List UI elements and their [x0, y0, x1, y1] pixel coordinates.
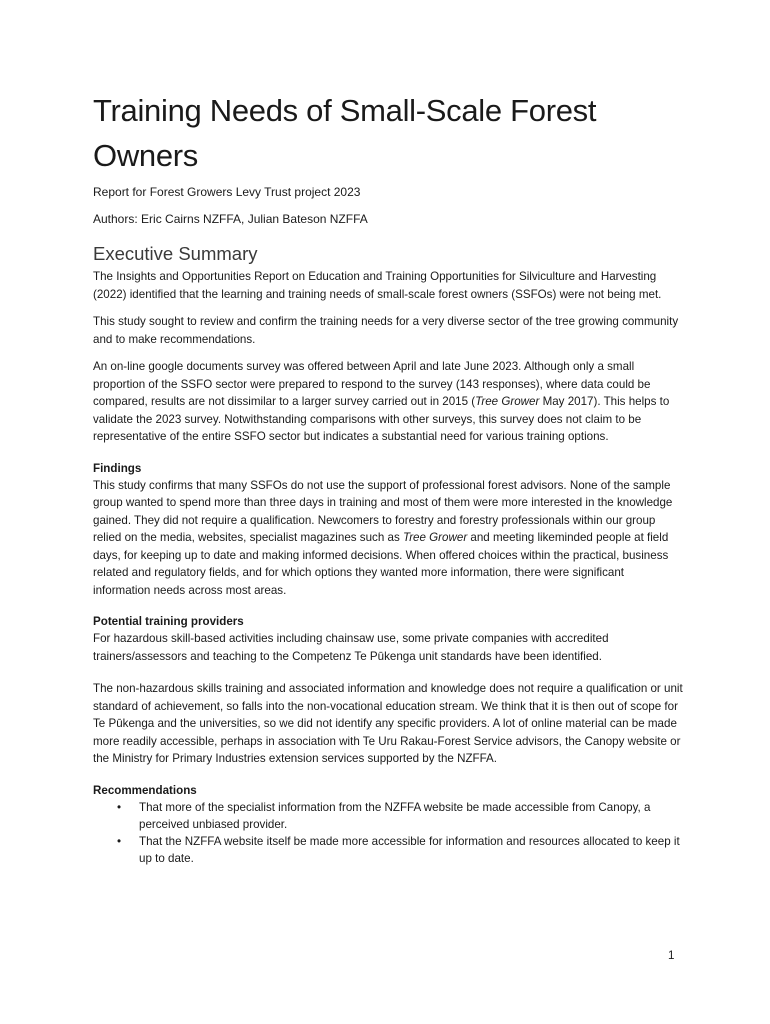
recommendations-list: [93, 799, 683, 867]
executive-summary-paragraph-1: The Insights and Opportunities Report on Education and Training Opportunities for Silviculture and Harvesting (2022) identified that the learning and training needs of small-scale forest owners (SSFOs) were not being met.: [93, 270, 662, 301]
recommendations-heading: Recommendations: [93, 783, 197, 797]
executive-summary-paragraph-2: This study sought to review and confirm the training needs for a very diverse sector of the tree growing community and to make recommendations.: [93, 315, 679, 346]
page-content: [93, 88, 683, 867]
recommendation-item: [117, 799, 683, 833]
recommendation-text: That the NZFFA website itself be made more accessible for information and resources allocated to keep it up to date.: [139, 834, 680, 865]
findings-paragraph: [93, 477, 683, 600]
tree-grower-reference: Tree Grower: [475, 395, 540, 408]
findings-text-end: and meeting likeminded people at field days, for keeping up to date and making informed decisions. When offered choices within the practical, business related and regulatory fields, and for which options they wanted more information, there were significant information needs across most areas.: [93, 531, 669, 597]
paragraph-3-text-end: May 2017). This helps to validate the 2023 survey. Notwithstanding comparisons with other surveys, this survey does not claim to be representative of the entire SSFO sector but indicates a substantial need for various training options.: [93, 395, 670, 443]
providers-paragraph-1: For hazardous skill-based activities including chainsaw use, some private companies with accredited trainers/assessors and teaching to the Competenz Te Pūkenga unit standards have been identified.: [93, 632, 609, 663]
findings-heading: Findings: [93, 461, 142, 475]
bullet-icon: •: [117, 834, 122, 848]
bullet-icon: •: [117, 800, 122, 814]
tree-grower-reference: Tree Grower: [402, 531, 468, 544]
document-authors: Authors: Eric Cairns NZFFA, Julian Bateson NZFFA: [93, 212, 368, 226]
providers-paragraph-2: The non-hazardous skills training and associated information and knowledge does not require a qualification or unit standard of achievement, so falls into the non-vocational education stream. We think that it is then out of scope for Te Pūkenga and the universities, so we did not identify any specific providers. A lot of online material can be made more readily accessible, perhaps in association with Te Uru Rakau-Forest Service advisors, the Canopy website or the Ministry for Primary Industries extension services supported by the NZFFA.: [93, 682, 683, 765]
findings-text-start: This study confirms that many SSFOs do not use the support of professional forest advisors. None of the sample group wanted to spend more than three days in training and most of them were more interested in the knowledge gained. They did not require a qualification. Newcomers to forestry and forestry professionals within our group relied on the media, websites, specialist magazines such as: [93, 478, 673, 544]
recommendation-item: [117, 833, 683, 867]
providers-heading: Potential training providers: [93, 615, 244, 628]
document-subtitle: Report for Forest Growers Levy Trust project 2023: [93, 185, 361, 199]
executive-summary-heading: Executive Summary: [93, 243, 258, 264]
paragraph-3-text-start: An on-line google documents survey was offered between April and late June 2023. Although only a small proportion of the SSFO sector were prepared to respond to the survey (143 responses), where data could be compared, results are not dissimilar to a larger survey carried out in 2015 (: [93, 360, 651, 408]
page-number: 1: [668, 949, 675, 962]
executive-summary-paragraph-3: [93, 358, 683, 446]
recommendation-text: That more of the specialist information from the NZFFA website be made accessible from Canopy, a perceived unbiased provider.: [139, 800, 651, 831]
document-title: Training Needs of Small-Scale Forest Owners: [93, 93, 597, 173]
